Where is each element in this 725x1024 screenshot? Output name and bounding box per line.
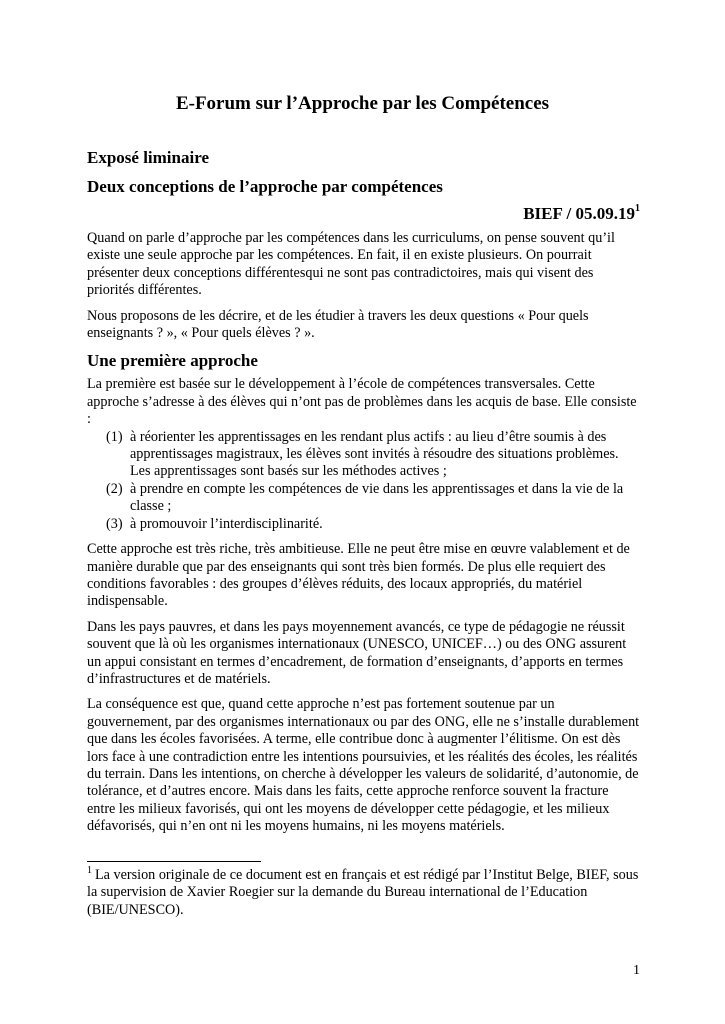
- list-item: [87, 481, 640, 516]
- numbered-list: [87, 429, 640, 533]
- footnote-reference-mark: 1: [635, 203, 640, 214]
- section-lead: La première est basée sur le développement à l’école de compétences transversales. Cette approche s’adresse à des élèves qui n’ont pas de problèmes dans les acquis de base. Elle consiste :: [87, 376, 637, 428]
- intro-paragraph-1: Quand on parle d’approche par les compétences dans les curriculums, on pense souvent qu’il existe une seule approche par les compétences. En fait, il en existe plusieurs. On pourrait présenter deux conceptions différentesqui ne sont pas contradictoires, mais qui visent des priorités différentes.: [87, 230, 615, 299]
- list-item-text: à prendre en compte les compétences de vie dans les apprentissages et dans la vie de la classe ;: [130, 480, 624, 515]
- body-paragraph-3: La conséquence est que, quand cette approche n’est pas fortement soutenue par un gouvernement, par des organismes internationaux ou par des ONG, elle ne s’installe durablement que dans les écoles favorisées. A terme, elle contribue donc à augmenter l’élitisme. On est dès lors face à une contradiction entre les intentions poursuivies, et les réalités des écoles, les réalités du terrain. Dans les intentions, on cherche à développer les valeurs de solidarité, d’autonomie, de tolérance, et d’autres encore. Mais dans les faits, cette approche renforce souvent la fracture entre les milieux favorisés, qui ont les moyens de développer cette pédagogie, et les milieux défavorisés, qui n’en ont ni les moyens humains, ni les moyens matériels.: [87, 696, 640, 835]
- page-number: 1: [633, 963, 640, 978]
- intro-paragraph-2: Nous proposons de les décrire, et de les étudier à travers les deux questions « Pour quels enseignants ? », « Pour quels élèves ? ».: [87, 307, 589, 342]
- list-item: [87, 516, 640, 533]
- list-item-number: (1): [106, 428, 123, 445]
- document-heading: Deux conceptions de l’approche par compétences: [87, 177, 443, 196]
- document-subtitle: Exposé liminaire: [87, 148, 209, 167]
- list-item: [87, 429, 640, 481]
- footnote-text: La version originale de ce document est en français et est rédigé par l’Institut Belge, BIEF, sous la supervision de Xavier Roegier sur la demande du Bureau international de l’Education (BIE/UNESCO).: [87, 867, 639, 918]
- list-item-text: à promouvoir l’interdisciplinarité.: [130, 515, 323, 532]
- document-body: [87, 147, 640, 844]
- body-paragraph-2: Dans les pays pauvres, et dans les pays moyennement avancés, ce type de pédagogie ne réussit souvent que là où les organismes internationaux (UNESCO, UNICEF…) ou des ONG assurent un appui consistant en termes d’encadrement, de formation d’enseignants, d’apports en termes d’infrastructures et de matériels.: [87, 618, 627, 687]
- body-paragraph-1: Cette approche est très riche, très ambitieuse. Elle ne peut être mise en œuvre valablement et de manière durable que par des enseignants qui sont très bien formés. De plus elle requiert des conditions favorables : des groupes d’élèves réduits, des locaux appropriés, du matériel indispensable.: [87, 541, 630, 610]
- footnote: [87, 867, 640, 919]
- document-title: E-Forum sur l’Approche par les Compétences: [175, 93, 550, 114]
- reference-text: BIEF / 05.09.19: [523, 204, 635, 223]
- list-item-number: (3): [106, 515, 123, 532]
- list-item-number: (2): [106, 480, 123, 497]
- footnote-divider: [87, 861, 261, 862]
- section-heading: Une première approche: [87, 351, 258, 371]
- footnote-mark: 1: [87, 865, 92, 876]
- list-item-text: à réorienter les apprentissages en les rendant plus actifs : au lieu d’être soumis à des apprentissages magistraux, les élèves sont invités à résoudre des situations problèmes. Les apprentissages sont basés sur les méthodes actives ;: [130, 428, 619, 480]
- document-reference: [87, 203, 640, 224]
